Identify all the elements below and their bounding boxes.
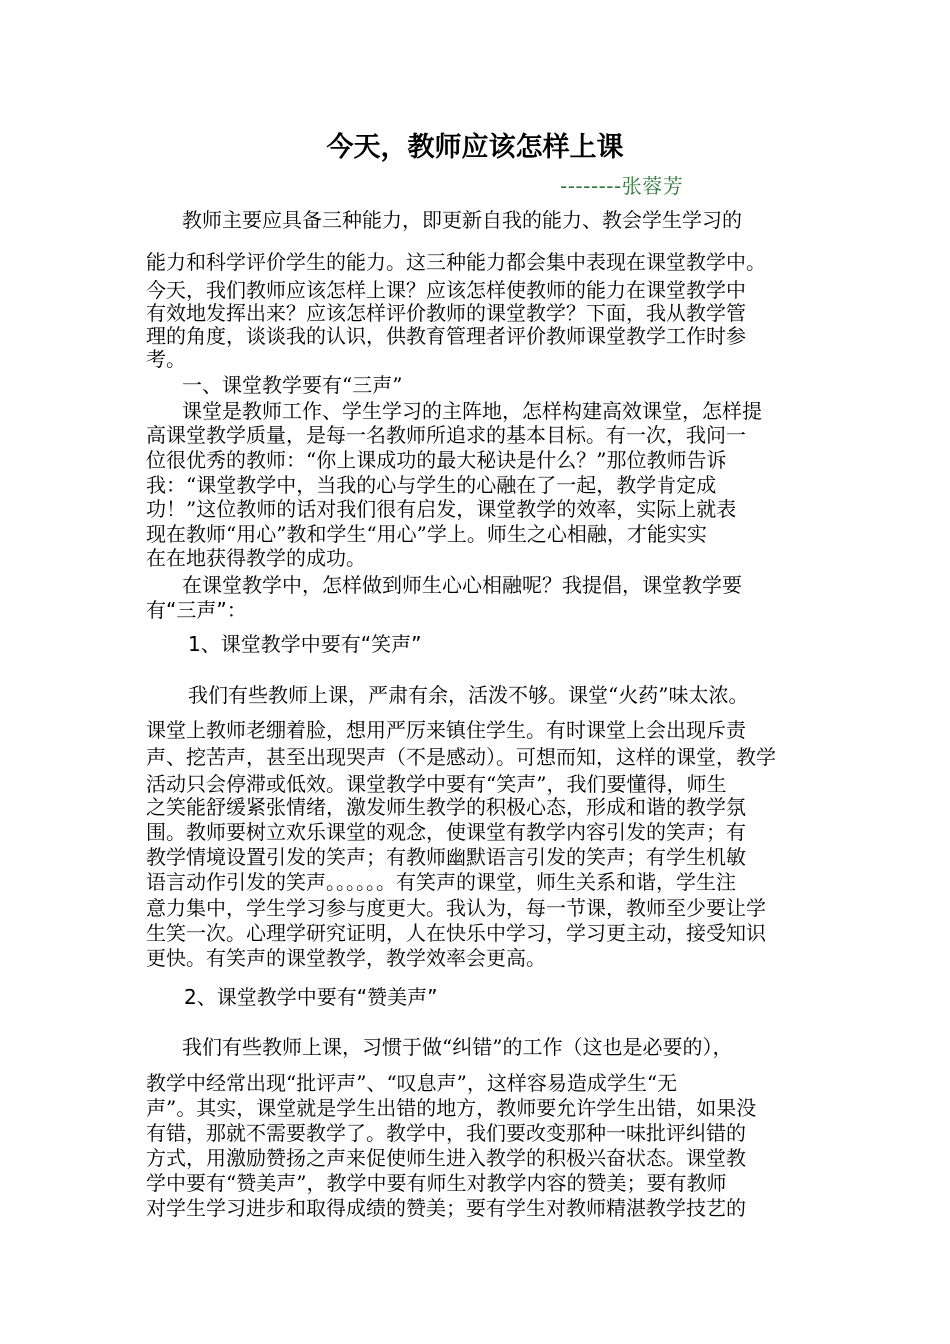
- paragraph-line: 功！”这位教师的话对我们很有启发，课堂教学的效率，实际上就表: [146, 497, 737, 521]
- paragraph-line: 高课堂教学质量，是每一名教师所追求的基本目标。有一次，我问一: [146, 423, 746, 447]
- paragraph-line: 今天，我们教师应该怎样上课？应该怎样使教师的能力在课堂教学中: [146, 278, 746, 302]
- paragraph-line: 声、挖苦声，甚至出现哭声（不是感动）。可想而知，这样的课堂，教学: [146, 745, 776, 769]
- subsection-heading: 2、课堂教学中要有“赞美声”: [184, 985, 438, 1009]
- subsection-heading: 1、课堂教学中要有“笑声”: [188, 632, 422, 656]
- author-line: --------张蓉芳: [560, 174, 684, 198]
- paragraph-line: 理的角度，谈谈我的认识，供教育管理者评价教师课堂教学工作时参: [146, 324, 746, 348]
- paragraph-line: 生笑一次。心理学研究证明，人在快乐中学习，学习更主动，接受知识: [146, 921, 766, 945]
- paragraph-line: 考。: [146, 347, 186, 371]
- paragraph-line: 语言动作引发的笑声。。。。。。有笑声的课堂，师生关系和谐，学生注: [146, 870, 736, 894]
- paragraph-line: 课堂上教师老绷着脸，想用严厉来镇住学生。有时课堂上会出现斥责: [146, 718, 746, 742]
- paragraph-line: 方式，用激励赞扬之声来促使师生进入教学的积极兴奋状态。课堂教: [146, 1146, 746, 1170]
- paragraph-line: 教师主要应具备三种能力，即更新自我的能力、教会学生学习的: [182, 208, 742, 232]
- paragraph-line: 更快。有笑声的课堂教学，教学效率会更高。: [146, 946, 546, 970]
- paragraph-line: 活动只会停滞或低效。课堂教学中要有“笑声”，我们要懂得，师生: [146, 772, 727, 796]
- paragraph-line: 对学生学习进步和取得成绩的赞美；要有学生对教师精湛教学技艺的: [146, 1196, 746, 1220]
- paragraph-line: 有“三声”：: [146, 598, 247, 622]
- paragraph-line: 位很优秀的教师：“你上课成功的最大秘诀是什么？”那位教师告诉: [146, 448, 727, 472]
- paragraph-line: 教学中经常出现“批评声”、“叹息声”，这样容易造成学生“无: [146, 1071, 678, 1095]
- paragraph-line: 教学情境设置引发的笑声；有教师幽默语言引发的笑声；有学生机敏: [146, 845, 746, 869]
- document-title: 今天，教师应该怎样上课: [326, 132, 624, 163]
- paragraph-line: 我们有些教师上课，习惯于做“纠错”的工作（这也是必要的），: [182, 1035, 733, 1059]
- paragraph-line: 有效地发挥出来？应该怎样评价教师的课堂教学？下面，我从教学管: [146, 301, 746, 325]
- paragraph-line: 围。教师要树立欢乐课堂的观念，使课堂有教学内容引发的笑声；有: [146, 820, 746, 844]
- paragraph-line: 声”。其实，课堂就是学生出错的地方，教师要允许学生出错，如果没: [146, 1096, 757, 1120]
- paragraph-line: 现在教师“用心”教和学生“用心”学上。师生之心相融，才能实实: [146, 522, 707, 546]
- section-heading: 一、课堂教学要有“三声”: [182, 373, 403, 397]
- paragraph-line: 我：“课堂教学中，当我的心与学生的心融在了一起，教学肯定成: [146, 473, 717, 497]
- paragraph-line: 有错，那就不需要教学了。教学中，我们要改变那种一味批评纠错的: [146, 1121, 746, 1145]
- paragraph-line: 课堂是教师工作、学生学习的主阵地，怎样构建高效课堂，怎样提: [182, 399, 762, 423]
- paragraph-line: 在课堂教学中，怎样做到师生心心相融呢？我提倡，课堂教学要: [182, 573, 742, 597]
- paragraph-line: 我们有些教师上课，严肃有余，活泼不够。课堂“火药”味太浓。: [188, 683, 749, 707]
- paragraph-line: 学中要有“赞美声”，教学中要有师生对教学内容的赞美；要有教师: [146, 1171, 727, 1195]
- paragraph-line: 之笑能舒缓紧张情绪，激发师生教学的积极心态，形成和谐的教学氛: [146, 795, 746, 819]
- paragraph-line: 意力集中，学生学习参与度更大。我认为，每一节课，教师至少要让学: [146, 896, 766, 920]
- paragraph-line: 在在地获得教学的成功。: [146, 546, 366, 570]
- paragraph-line: 能力和科学评价学生的能力。这三种能力都会集中表现在课堂教学中。: [146, 250, 766, 274]
